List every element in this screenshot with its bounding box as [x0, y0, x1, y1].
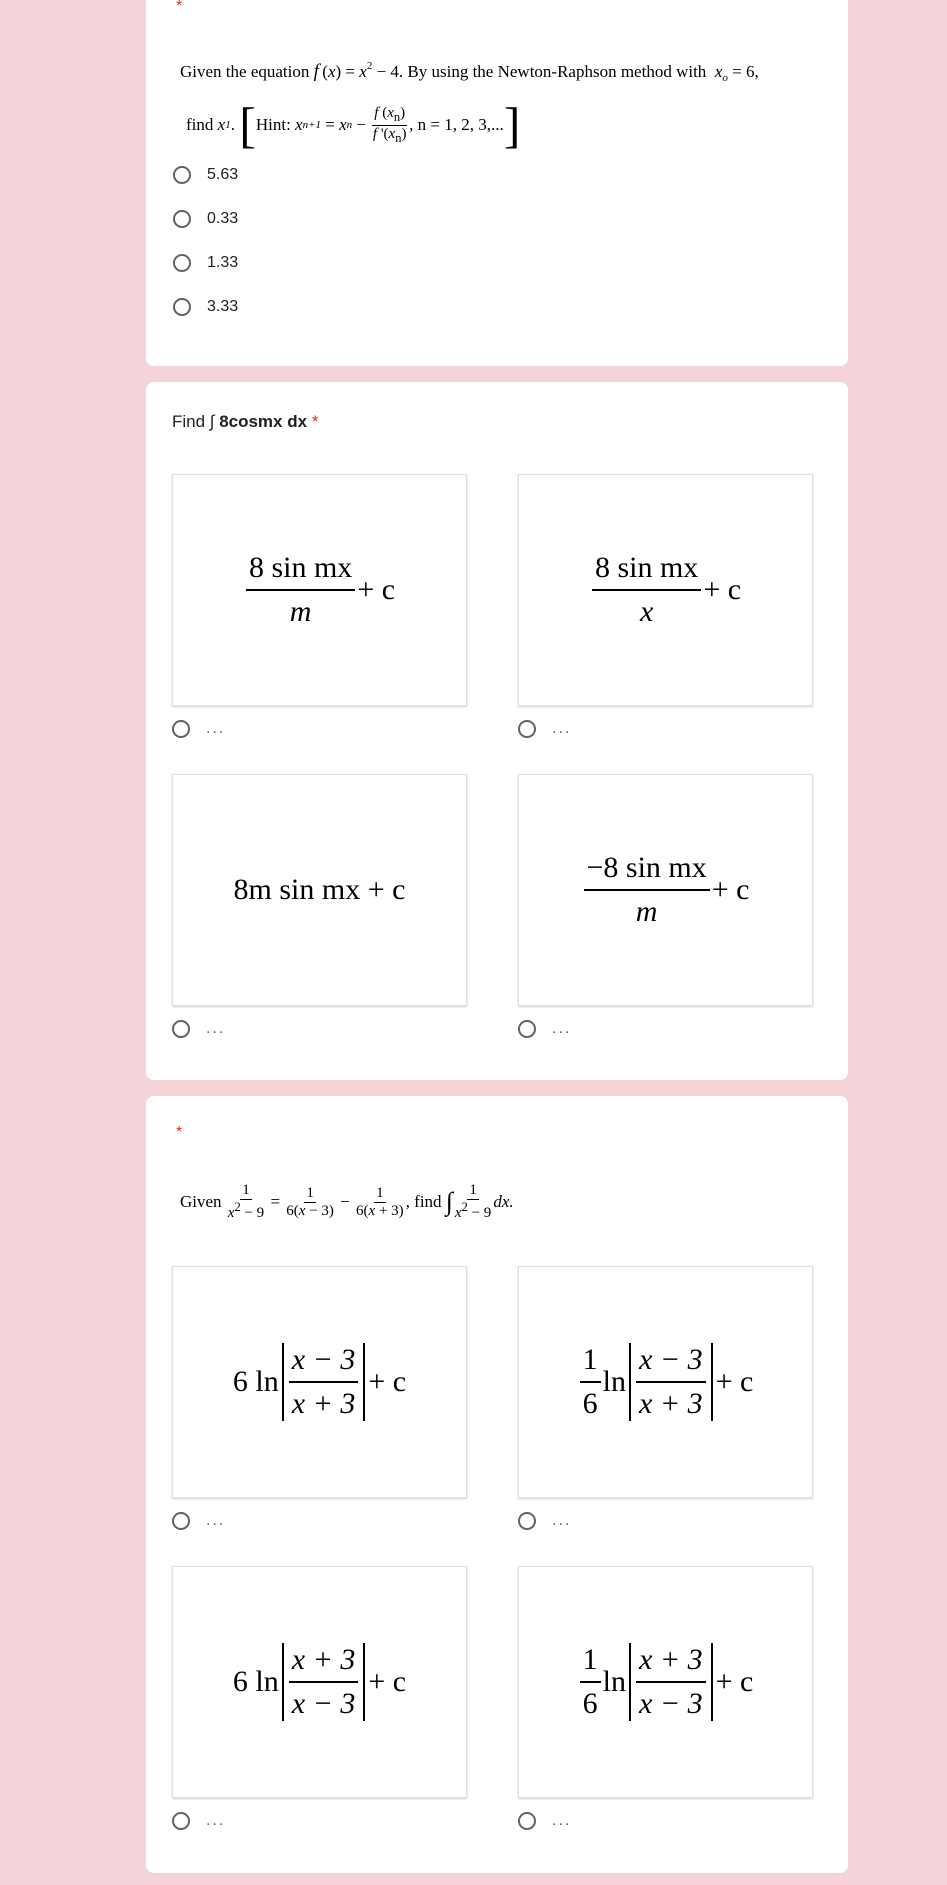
option-radio-b[interactable]: ... [518, 1512, 571, 1530]
option-radio-b[interactable]: ... [518, 720, 571, 738]
radio-button[interactable] [172, 720, 190, 738]
option-image-d[interactable]: $\frac{1}{6}$ ln $\frac{x + 3}{x - 3}$ + c [518, 1566, 813, 1798]
question-text-line1: Given the equation f $(x) = x^2 - 4$. By using the Newton-Raphson method with $x_o = 6$, [180, 60, 759, 84]
option-radio-a[interactable]: ... [172, 720, 225, 738]
question-card-integral-cos [146, 382, 848, 1080]
question-card-partial-fraction [146, 1096, 848, 1873]
radio-button[interactable] [173, 166, 191, 184]
radio-button[interactable] [172, 1812, 190, 1830]
option-image-b[interactable]: $\frac{\text{8 sin mx}}{x}$ + c [518, 474, 813, 706]
option-radio-c[interactable]: ... [172, 1812, 225, 1830]
radio-button[interactable] [518, 1020, 536, 1038]
question-card-newton-raphson [146, 0, 848, 366]
question-text: Given $\frac{1}{x^2 - 9}$ = $\frac{1}{6(x - 3)}$ − $\frac{1}{6(x + 3)}$ , find ∫ $\frac{1}{x^2 - 9}$ dx. [180, 1182, 514, 1221]
radio-button[interactable] [518, 1512, 536, 1530]
radio-button[interactable] [518, 1812, 536, 1830]
required-asterisk: * [176, 0, 183, 15]
option-image-d[interactable]: $\frac{\text{−8 sin mx}}{m}$ + c [518, 774, 813, 1006]
option-image-c[interactable]: 8m sin mx + c [172, 774, 467, 1006]
option-radio-d[interactable]: ... [518, 1020, 571, 1038]
radio-button[interactable] [173, 210, 191, 228]
radio-button[interactable] [173, 298, 191, 316]
radio-button[interactable] [518, 720, 536, 738]
option-image-c[interactable]: 6 ln $\frac{x + 3}{x - 3}$ + c [172, 1566, 467, 1798]
option-radio-d[interactable]: ... [518, 1812, 571, 1830]
option-radio-c[interactable]: ... [172, 1020, 225, 1038]
radio-button[interactable] [172, 1020, 190, 1038]
required-asterisk: * [176, 1124, 183, 1141]
option-image-b[interactable]: $\frac{1}{6}$ ln $\frac{x - 3}{x + 3}$ + c [518, 1266, 813, 1498]
option-0-33[interactable]: 0.33 [173, 204, 238, 234]
option-3-33[interactable]: 3.33 [173, 292, 238, 322]
radio-button[interactable] [173, 254, 191, 272]
question-title: Find ∫ 8cosmx dx * [172, 412, 319, 431]
option-radio-a[interactable]: ... [172, 1512, 225, 1530]
option-image-a[interactable]: $\frac{\text{8 sin mx}}{m}$ + c [172, 474, 467, 706]
option-5-63[interactable]: 5.63 [173, 160, 238, 190]
option-1-33[interactable]: 1.33 [173, 248, 238, 278]
radio-button[interactable] [172, 1512, 190, 1530]
option-image-a[interactable]: 6 ln $\frac{x - 3}{x + 3}$ + c [172, 1266, 467, 1498]
question-text-line2: find x 1 . [ Hint: x n+1 = x n − $\frac{f (x_n)}{f '(x_n)}$ , n = 1, 2, 3,... ] [186, 97, 521, 153]
